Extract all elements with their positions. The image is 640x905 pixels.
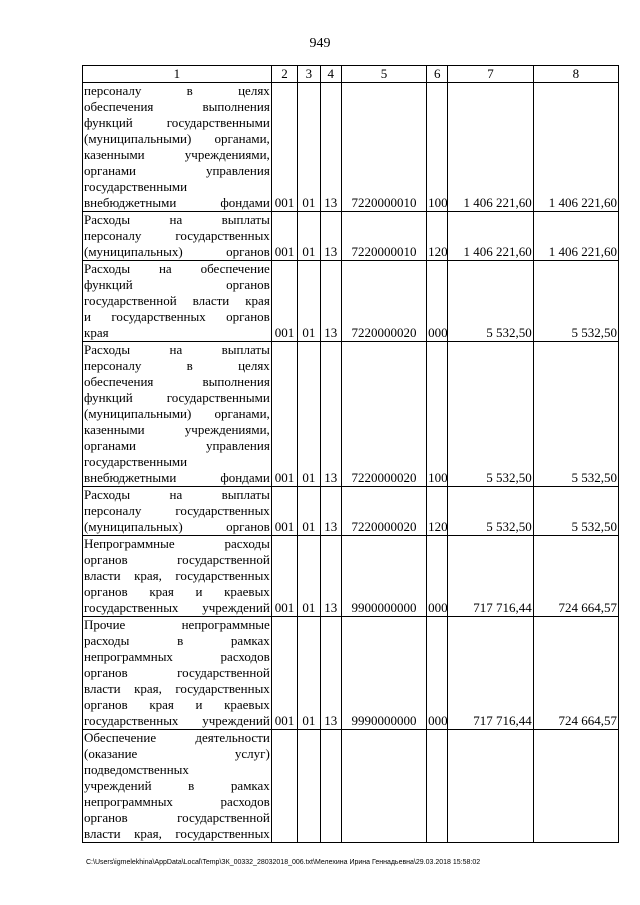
description-line: персоналу государственных bbox=[84, 228, 270, 243]
col-header-7: 7 bbox=[448, 66, 533, 83]
description-line: внебюджетными фондами bbox=[84, 195, 270, 210]
target-article-code: 7220000020 bbox=[341, 487, 426, 536]
subsection-code: 13 bbox=[320, 342, 341, 487]
description-line: власти края, государственных bbox=[84, 681, 270, 696]
col-header-6: 6 bbox=[427, 66, 448, 83]
subsection-code: 13 bbox=[320, 83, 341, 212]
amount-2019: 5 532,50 bbox=[448, 487, 533, 536]
amount-2020: 1 406 221,60 bbox=[533, 83, 618, 212]
description-line: непрограммных расходов bbox=[84, 794, 270, 809]
description-line: края bbox=[84, 325, 109, 340]
amount-2019 bbox=[448, 730, 533, 843]
page-number: 949 bbox=[309, 36, 331, 51]
section-code: 01 bbox=[298, 261, 320, 342]
target-article-code bbox=[341, 730, 426, 843]
amount-2020: 5 532,50 bbox=[533, 342, 618, 487]
target-article-code: 7220000020 bbox=[341, 342, 426, 487]
description-line: учреждений в рамках bbox=[84, 778, 270, 793]
table-row bbox=[83, 487, 619, 536]
target-article-code: 7220000010 bbox=[341, 212, 426, 261]
section-code bbox=[298, 730, 320, 843]
col-header-2: 2 bbox=[271, 66, 297, 83]
description-line: органов государственной bbox=[84, 810, 270, 825]
expense-type-code: 000 bbox=[427, 261, 448, 342]
amount-2020 bbox=[533, 730, 618, 843]
subsection-code: 13 bbox=[320, 212, 341, 261]
description-line: органов края и краевых bbox=[84, 697, 270, 712]
row-description bbox=[83, 617, 272, 730]
description-line: Расходы на выплаты bbox=[84, 212, 270, 227]
row-description bbox=[83, 83, 272, 212]
description-line: государственными bbox=[84, 454, 188, 469]
footer-file-path: C:\Users\igmelekhina\AppData\Local\Temp\ЗК_00332_28032018_006.txt\Мелехина Ирина Геннадьевна\29.03.2018 15:58:02 bbox=[86, 859, 481, 866]
description-line: власти края, государственных bbox=[84, 826, 270, 841]
description-line: функций государственными bbox=[84, 115, 270, 130]
grbs-code: 001 bbox=[271, 617, 297, 730]
target-article-code: 9900000000 bbox=[341, 536, 426, 617]
amount-2019: 717 716,44 bbox=[448, 617, 533, 730]
col-header-5: 5 bbox=[341, 66, 426, 83]
description-line: внебюджетными фондами bbox=[84, 470, 270, 485]
expense-type-code: 120 bbox=[427, 212, 448, 261]
description-line: Прочие непрограммные bbox=[84, 617, 270, 632]
description-line: (муниципальных) органов bbox=[84, 244, 270, 259]
expense-type-code: 100 bbox=[427, 342, 448, 487]
row-description bbox=[83, 536, 272, 617]
subsection-code: 13 bbox=[320, 536, 341, 617]
header-row bbox=[83, 66, 619, 83]
table-row bbox=[83, 536, 619, 617]
table-row bbox=[83, 342, 619, 487]
description-line: обеспечения выполнения bbox=[84, 99, 270, 114]
table-row bbox=[83, 212, 619, 261]
description-line: функций органов bbox=[84, 277, 270, 292]
table-row bbox=[83, 730, 619, 843]
description-line: подведомственных bbox=[84, 762, 189, 777]
expense-type-code bbox=[427, 730, 448, 843]
description-line: персоналу в целях bbox=[84, 83, 270, 98]
grbs-code: 001 bbox=[271, 342, 297, 487]
table-body bbox=[83, 83, 619, 843]
description-line: функций государственными bbox=[84, 390, 270, 405]
section-code: 01 bbox=[298, 536, 320, 617]
description-line: Расходы на выплаты bbox=[84, 342, 270, 357]
description-line: органов края и краевых bbox=[84, 584, 270, 599]
grbs-code bbox=[271, 730, 297, 843]
section-code: 01 bbox=[298, 342, 320, 487]
description-line: обеспечения выполнения bbox=[84, 374, 270, 389]
expense-type-code: 000 bbox=[427, 617, 448, 730]
subsection-code bbox=[320, 730, 341, 843]
amount-2019: 717 716,44 bbox=[448, 536, 533, 617]
col-header-4: 4 bbox=[320, 66, 341, 83]
row-description bbox=[83, 261, 272, 342]
description-line: власти края, государственных bbox=[84, 568, 270, 583]
grbs-code: 001 bbox=[271, 83, 297, 212]
amount-2019: 1 406 221,60 bbox=[448, 83, 533, 212]
grbs-code: 001 bbox=[271, 536, 297, 617]
grbs-code: 001 bbox=[271, 487, 297, 536]
description-line: органов государственной bbox=[84, 665, 270, 680]
section-code: 01 bbox=[298, 617, 320, 730]
grbs-code: 001 bbox=[271, 212, 297, 261]
row-description bbox=[83, 342, 272, 487]
description-line: Непрограммные расходы bbox=[84, 536, 270, 551]
amount-2020: 5 532,50 bbox=[533, 487, 618, 536]
description-line: Обеспечение деятельности bbox=[84, 730, 270, 745]
section-code: 01 bbox=[298, 487, 320, 536]
description-line: государственных учреждений bbox=[84, 713, 270, 728]
description-line: Расходы на выплаты bbox=[84, 487, 270, 502]
target-article-code: 7220000010 bbox=[341, 83, 426, 212]
description-line: (муниципальными) органами, bbox=[84, 131, 270, 146]
amount-2019: 5 532,50 bbox=[448, 342, 533, 487]
description-line: (муниципальных) органов bbox=[84, 519, 270, 534]
description-line: (муниципальными) органами, bbox=[84, 406, 270, 421]
table-row bbox=[83, 617, 619, 730]
description-line: и государственных органов bbox=[84, 309, 270, 324]
section-code: 01 bbox=[298, 83, 320, 212]
row-description bbox=[83, 730, 272, 843]
row-description bbox=[83, 487, 272, 536]
description-line: непрограммных расходов bbox=[84, 649, 270, 664]
amount-2020: 1 406 221,60 bbox=[533, 212, 618, 261]
row-description bbox=[83, 212, 272, 261]
amount-2020: 724 664,57 bbox=[533, 617, 618, 730]
description-line: персоналу государственных bbox=[84, 503, 270, 518]
description-line: органами управления bbox=[84, 438, 270, 453]
subsection-code: 13 bbox=[320, 261, 341, 342]
description-line: государственными bbox=[84, 179, 188, 194]
description-line: расходы в рамках bbox=[84, 633, 270, 648]
target-article-code: 9990000000 bbox=[341, 617, 426, 730]
subsection-code: 13 bbox=[320, 617, 341, 730]
amount-2019: 5 532,50 bbox=[448, 261, 533, 342]
expense-type-code: 000 bbox=[427, 536, 448, 617]
col-header-8: 8 bbox=[533, 66, 618, 83]
description-line: органов государственной bbox=[84, 552, 270, 567]
section-code: 01 bbox=[298, 212, 320, 261]
expense-type-code: 120 bbox=[427, 487, 448, 536]
expense-type-code: 100 bbox=[427, 83, 448, 212]
description-line: Расходы на обеспечение bbox=[84, 261, 270, 276]
amount-2019: 1 406 221,60 bbox=[448, 212, 533, 261]
description-line: (оказание услуг) bbox=[84, 746, 270, 761]
description-line: государственной власти края bbox=[84, 293, 270, 308]
amount-2020: 724 664,57 bbox=[533, 536, 618, 617]
table-row bbox=[83, 83, 619, 212]
subsection-code: 13 bbox=[320, 487, 341, 536]
description-line: казенными учреждениями, bbox=[84, 147, 270, 162]
description-line: органами управления bbox=[84, 163, 270, 178]
col-header-3: 3 bbox=[298, 66, 320, 83]
description-line: персоналу в целях bbox=[84, 358, 270, 373]
amount-2020: 5 532,50 bbox=[533, 261, 618, 342]
table-row bbox=[83, 261, 619, 342]
grbs-code: 001 bbox=[271, 261, 297, 342]
description-line: казенными учреждениями, bbox=[84, 422, 270, 437]
target-article-code: 7220000020 bbox=[341, 261, 426, 342]
description-line: государственных учреждений bbox=[84, 600, 270, 615]
col-header-1: 1 bbox=[83, 66, 272, 83]
budget-table bbox=[82, 65, 619, 843]
